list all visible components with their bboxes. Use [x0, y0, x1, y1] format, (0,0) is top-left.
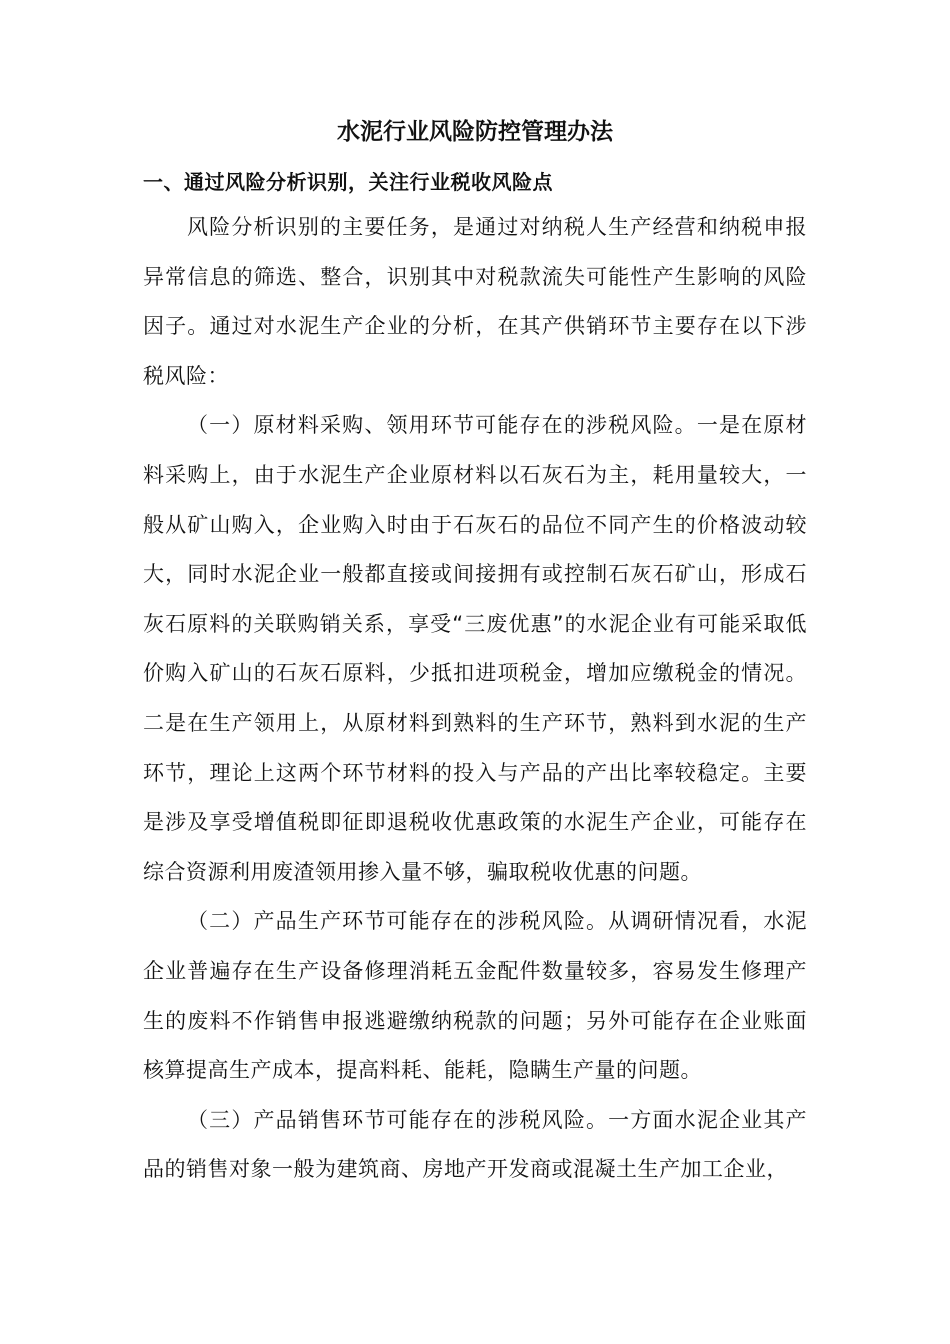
document-title: 水泥行业风险防控管理办法: [337, 119, 613, 145]
paragraph-sales-risk: （三）产品销售环节可能存在的涉税风险。一方面水泥企业其产品的销售对象一般为建筑商、房地产开发商或混凝土生产加工企业，: [143, 1107, 807, 1182]
section-heading: 一、通过风险分析识别，关注行业税收风险点: [143, 170, 553, 194]
paragraph-intro: 风险分析识别的主要任务，是通过对纳税人生产经营和纳税申报异常信息的筛选、整合，识别其中对税款流失可能性产生影响的风险因子。通过对水泥生产企业的分析，在其产供销环节主要存在以下涉税风险：: [143, 215, 807, 388]
paragraph-raw-material-risk: （一）原材料采购、领用环节可能存在的涉税风险。一是在原材料采购上，由于水泥生产企业原材料以石灰石为主，耗用量较大，一般从矿山购入，企业购入时由于石灰石的品位不同产生的价格波动较大，同时水泥企业一般都直接或间接拥有或控制石灰石矿山，形成石灰石原料的关联购销关系，享受“三废优惠”的水泥企业有可能采取低价购入矿山的石灰石原料，少抵扣进项税金，增加应缴税金的情况。二是在生产领用上，从原材料到熟料的生产环节，熟料到水泥的生产环节，理论上这两个环节材料的投入与产品的产出比率较稳定。主要是涉及享受增值税即征即退税收优惠政策的水泥生产企业，可能存在综合资源利用废渣领用掺入量不够，骗取税收优惠的问题。: [143, 413, 807, 884]
document-body: [143, 112, 807, 1195]
paragraph-production-risk: （二）产品生产环节可能存在的涉税风险。从调研情况看，水泥企业普遍存在生产设备修理消耗五金配件数量较多，容易发生修理产生的废料不作销售申报逃避缴纳税款的问题；另外可能存在企业账面核算提高生产成本，提高料耗、能耗，隐瞒生产量的问题。: [143, 909, 807, 1083]
